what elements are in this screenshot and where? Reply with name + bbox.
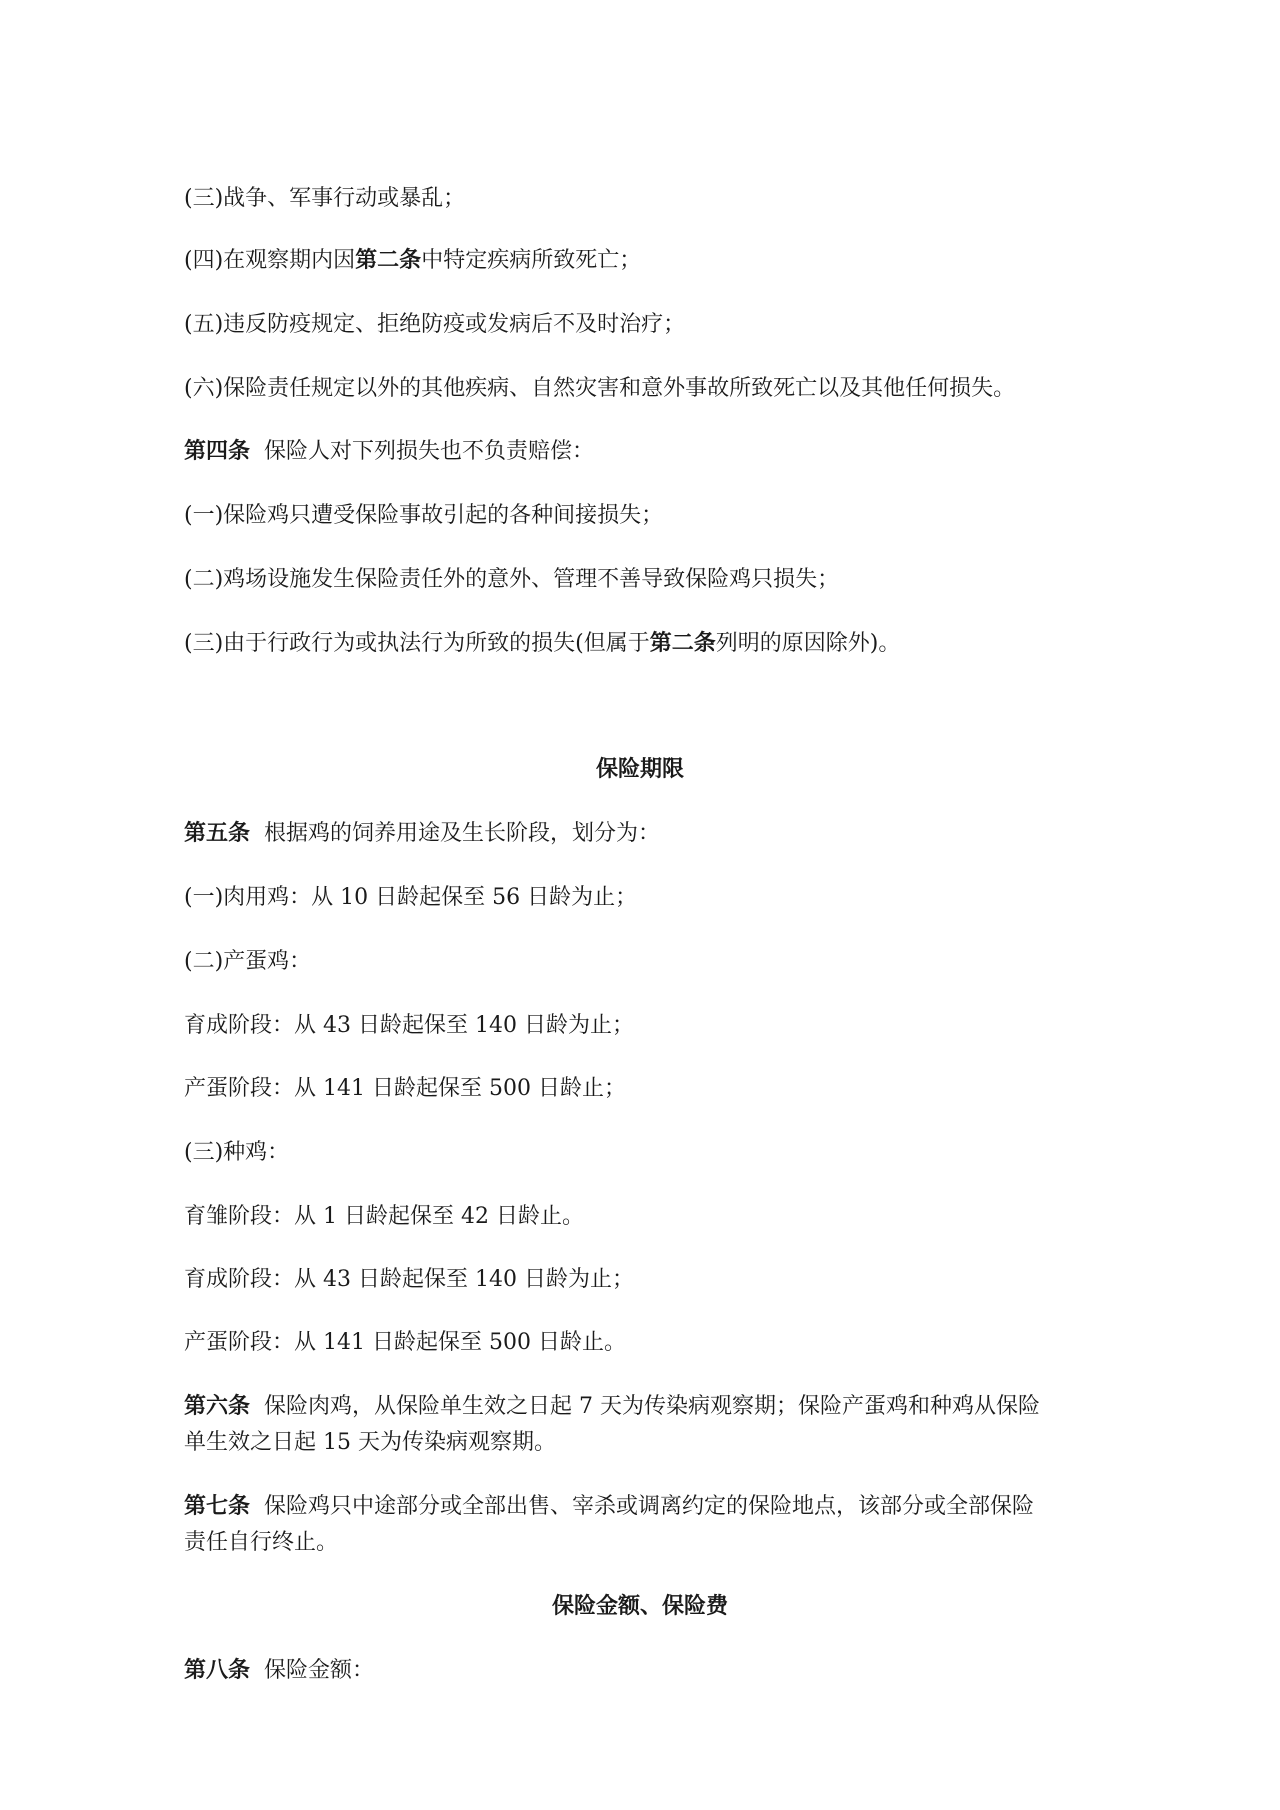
article-label: 第四条	[184, 439, 251, 464]
clause-4-item-1: (一)保险鸡只遭受保险事故引起的各种间接损失；	[184, 503, 664, 528]
article-6	[184, 1390, 1160, 1424]
article-reference: 第二条	[649, 631, 716, 656]
clause-5-item-3-stage-2: 育成阶段：从 43 日龄起保至 140 日龄为止；	[184, 1267, 634, 1292]
article-label: 第七条	[184, 1494, 251, 1519]
clause-5-item-3-stage-1: 育雏阶段：从 1 日龄起保至 42 日龄止。	[184, 1204, 584, 1229]
article-text: 保险人对下列损失也不负责赔偿：	[264, 439, 595, 464]
clause-5-item-3: (三)种鸡：	[184, 1140, 290, 1165]
text-segment: (三)由于行政行为或执法行为所致的损失(但属于	[184, 631, 650, 656]
clause-4-item-3	[184, 627, 1160, 661]
article-label: 第五条	[184, 821, 251, 846]
article-text: 保险肉鸡，从保险单生效之日起 7 天为传染病观察期；保险产蛋鸡和种鸡从保险	[264, 1394, 1041, 1419]
clause-5-item-2-stage-2: 产蛋阶段：从 141 日龄起保至 500 日龄止；	[184, 1076, 626, 1101]
article-text: 保险鸡只中途部分或全部出售、宰杀或调离约定的保险地点，该部分或全部保险	[264, 1494, 1035, 1519]
article-text: 根据鸡的饲养用途及生长阶段，划分为：	[264, 821, 661, 846]
text-segment: (四)在观察期内因	[184, 248, 356, 273]
article-label: 第八条	[184, 1658, 251, 1683]
article-label: 第六条	[184, 1394, 251, 1419]
article-6-continued: 单生效之日起 15 天为传染病观察期。	[184, 1430, 556, 1455]
article-8	[184, 1654, 1160, 1688]
clause-3-item-5: (五)违反防疫规定、拒绝防疫或发病后不及时治疗；	[184, 312, 686, 337]
article-4	[184, 435, 1160, 469]
clause-4-item-2: (二)鸡场设施发生保险责任外的意外、管理不善导致保险鸡只损失；	[184, 567, 840, 592]
clause-5-item-2: (二)产蛋鸡：	[184, 949, 312, 974]
clause-5-item-1: (一)肉用鸡：从 10 日龄起保至 56 日龄为止；	[184, 885, 638, 910]
article-text: 保险金额：	[264, 1658, 375, 1683]
text-segment: 中特定疾病所致死亡；	[421, 248, 642, 273]
article-7	[184, 1490, 1160, 1524]
clause-3-item-6: (六)保险责任规定以外的其他疾病、自然灾害和意外事故所致死亡以及其他任何损失。	[184, 376, 1016, 401]
article-7-continued: 责任自行终止。	[184, 1530, 339, 1555]
article-reference: 第二条	[355, 248, 422, 273]
clause-3-item-3: (三)战争、军事行动或暴乱；	[184, 186, 466, 211]
article-5	[184, 817, 1160, 851]
section-heading-sum-insured-premium: 保险金额、保险费	[551, 1594, 728, 1619]
clause-5-item-2-stage-1: 育成阶段：从 43 日龄起保至 140 日龄为止；	[184, 1013, 634, 1038]
section-heading-insurance-period: 保险期限	[595, 757, 684, 782]
clause-3-item-4	[184, 244, 1160, 278]
text-segment: 列明的原因除外)。	[715, 631, 901, 656]
clause-5-item-3-stage-3: 产蛋阶段：从 141 日龄起保至 500 日龄止。	[184, 1330, 626, 1355]
